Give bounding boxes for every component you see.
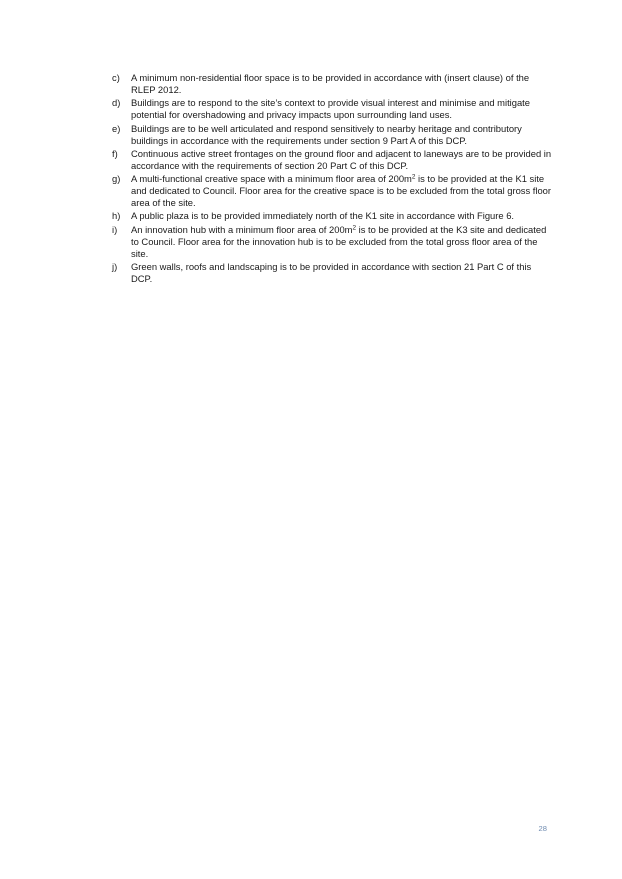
clause-text (131, 173, 552, 209)
clause-item-c (112, 72, 552, 96)
clause-text: Continuous active street frontages on the ground floor and adjacent to laneways are to be provided in accordance with the requirements of section 20 Part C of this DCP. (131, 147, 552, 171)
clause-text-before-unit: A multi-functional creative space with a minimum floor area of 200m (131, 173, 412, 185)
clause-text (131, 224, 552, 260)
clause-item-f (112, 148, 552, 172)
clause-text-after-unit: is to be provided at the K1 site and dedicated to Council. Floor area for the creative space is to be excluded from the total gross floor area of the site. (131, 173, 552, 209)
clause-marker: c) (112, 72, 120, 83)
clause-marker: g) (112, 173, 121, 185)
clause-marker: f) (112, 147, 118, 159)
clause-list (112, 72, 552, 286)
clause-marker: e) (112, 122, 121, 134)
clause-text-before-unit: An innovation hub with a minimum floor area of 200m (131, 223, 353, 235)
clause-marker: h) (112, 210, 121, 222)
clause-item-j (112, 261, 552, 285)
clause-marker: j) (112, 261, 118, 273)
square-metre-superscript: 2 (411, 173, 416, 181)
clause-text: Buildings are to be well articulated and respond sensitively to nearby heritage and contributory buildings in accordance with the requirements under section 9 Part A of this DCP. (131, 122, 522, 146)
clause-text-after-unit: is to be provided at the K3 site and dedicated to Council. Floor area for the innovation hub is to be excluded from the total gross floor area of the site. (131, 223, 547, 259)
clause-text: A minimum non-residential floor space is to be provided in accordance with (insert clause) of the RLEP 2012. (131, 72, 530, 95)
clause-marker: i) (112, 223, 118, 235)
clause-item-d (112, 97, 552, 121)
clause-text: Green walls, roofs and landscaping is to be provided in accordance with section 21 Part C of this DCP. (131, 261, 532, 284)
clause-item-e (112, 123, 552, 147)
clause-marker: d) (112, 97, 121, 109)
clause-item-i (112, 224, 552, 260)
square-metre-superscript: 2 (352, 224, 357, 232)
page-number: 28 (538, 824, 547, 833)
clause-item-g (112, 173, 552, 209)
clause-text: A public plaza is to be provided immediately north of the K1 site in accordance with Figure 6. (131, 210, 515, 222)
clause-item-h (112, 210, 552, 222)
clause-text: Buildings are to respond to the site’s context to provide visual interest and minimise and mitigate potential for overshadowing and privacy impacts upon surrounding land uses. (131, 97, 531, 121)
